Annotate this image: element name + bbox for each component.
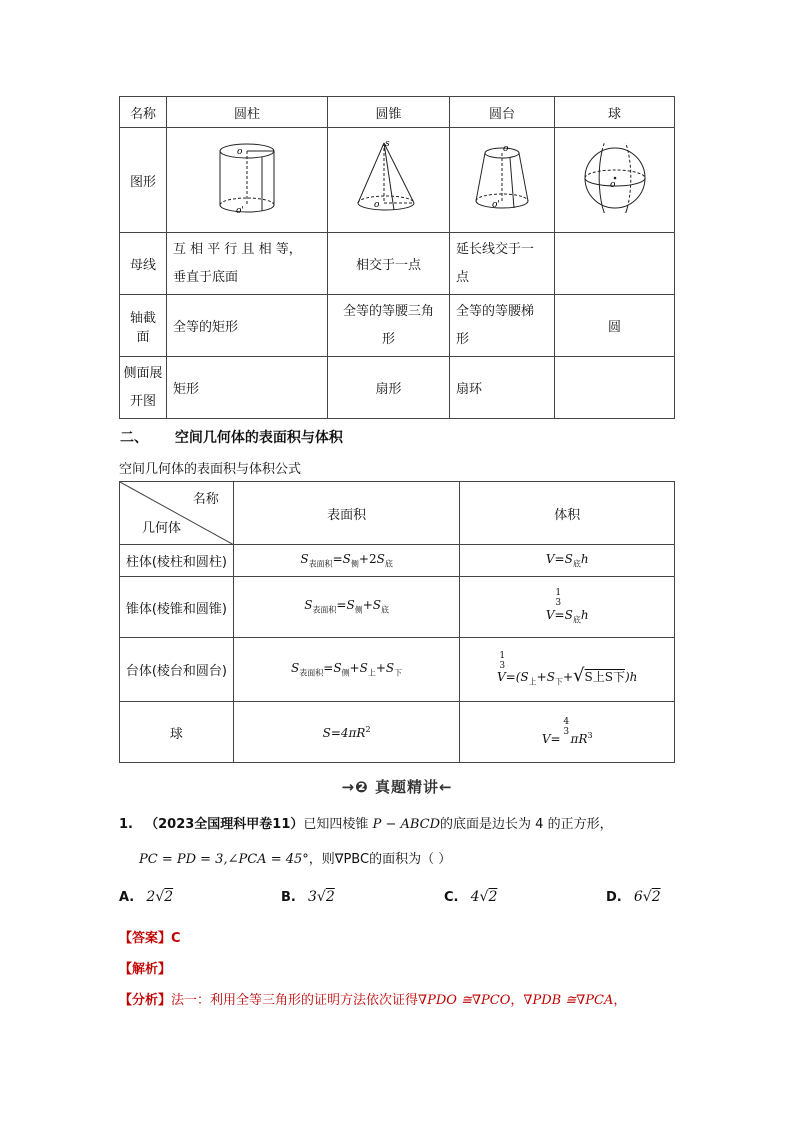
cell-text: 垂直于底面 [173,269,239,285]
header-cell: 球 [555,97,675,128]
cell-text: 扇形 [328,357,450,419]
figure-label: o [609,180,615,190]
cell-text: 全等的等腰梯 [456,303,535,319]
option-value: 4√2 [470,889,498,905]
row-label: 开图 [129,393,156,409]
row-label: 母线 [120,233,167,295]
figure-label: s [384,139,390,149]
corner-cell [120,482,234,545]
cell-text: 互 相 平 行 且 相 等， [173,241,302,257]
frustum-icon [472,139,532,217]
table-row [120,702,675,763]
figure-label: o [503,144,509,154]
fenxi-math: ∇PDB ≅∇PCA [523,993,614,1008]
cell-text: 点 [456,269,470,285]
header-cell: 表面积 [233,482,460,545]
table-row [120,545,675,577]
figure-label: o [373,200,379,210]
row-label: 锥体(棱锥和圆锥) [120,577,234,638]
section-title: 空间几何体的表面积与体积 [174,430,343,446]
cell-text [555,233,675,295]
table-row [120,357,675,419]
cell-text: 全等的矩形 [167,295,328,357]
cone-icon [354,137,424,219]
header-cell: 体积 [460,482,675,545]
question-text: 的底面是边长为 4 的正方形， [440,817,613,832]
cell-text: 形 [456,331,470,347]
cell-text: 形 [381,331,395,347]
answer-line [119,927,181,946]
table-row [120,128,675,233]
answer-value: C [171,931,181,946]
header-cell: 圆台 [450,97,555,128]
fenxi-line: 【分析】法一：利用全等三角形的证明方法依次证得∇PDO ≅∇PCO，∇PDB ≅∇PCA， [119,993,627,1008]
volume-formula: 1 3 $V=(S_上+S_下+√S$上S下)h [460,638,675,702]
table-row [120,97,675,128]
question-text: ，则∇PBC的面积为（ ） [308,852,452,867]
analysis-label: 【解析】 [119,962,172,977]
surface-formula: $S_{表面积}=S_侧+S_上+S_下$ [233,638,460,702]
fenxi-math: ∇PDO ≅∇PCO [418,993,511,1008]
question-math: P − ABCD [372,817,441,832]
option-letter: B. [281,890,296,905]
header-cell: 圆锥 [328,97,450,128]
volume-formula: 4 3 $V= \pi R^3$ [460,702,675,763]
row-label: 台体(棱台和圆台) [120,638,234,702]
cylinder-icon [212,139,282,217]
section-number: 二、 [120,430,148,446]
figure-label: o' [492,200,500,210]
option-value: 3√2 [308,889,335,905]
formula-table [119,481,675,763]
section-banner: →❷ 真题精讲← [341,778,453,796]
option-value: 6√2 [633,889,661,905]
table-row [120,482,675,545]
option-value: 2√2 [146,889,174,905]
question-text: 已知四棱锥 [303,817,369,832]
option-d[interactable] [606,889,661,905]
section-heading [120,427,343,447]
cell-text: 矩形 [167,357,328,419]
corner-bottom-label: 几何体 [142,521,182,536]
row-label: 球 [120,702,234,763]
cell-text: 全等的等腰三角 [342,303,434,319]
header-cell: 名称 [120,97,167,128]
header-cell: 圆柱 [167,97,328,128]
table-row [120,638,675,702]
sphere-icon [580,143,650,213]
cell-text [555,357,675,419]
cell-text: 延长线交于一 [456,241,535,257]
section-subtitle: 空间几何体的表面积与体积公式 [119,462,302,477]
volume-formula: $V=S_底h$ [460,545,675,577]
table-row [120,295,675,357]
option-letter: A. [119,890,135,905]
question-line-1 [119,813,613,832]
cell-text: 相交于一点 [328,233,450,295]
table-row [120,577,675,638]
answer-label: 【答案】 [119,931,172,946]
question-math: PC = PD = 3,∠PCA = 45° [139,852,309,867]
question-line-2 [139,848,451,867]
volume-formula: 1 3 $V=S_底h$ [460,577,675,638]
figure-label: o' [236,206,244,216]
fenxi-text: 法一：利用全等三角形的证明方法依次证得 [171,993,419,1008]
cell-text: 圆 [555,295,675,357]
surface-formula: $S_{表面积}=S_侧+S_底$ [233,577,460,638]
question-source: （2023全国理科甲卷11） [145,817,304,832]
row-label: 柱体(棱柱和圆柱) [120,545,234,577]
row-label: 图形 [120,128,167,233]
table-row [120,233,675,295]
question-number: 1. [119,817,133,832]
option-letter: D. [606,890,622,905]
option-a[interactable] [119,889,173,905]
option-b[interactable] [281,889,335,905]
surface-formula: $S_{表面积}=S_侧+2S_底$ [233,545,460,577]
solids-comparison-table [119,96,675,419]
row-label: 轴截面 [120,295,167,357]
figure-label: o [237,147,243,157]
cell-text: 扇环 [450,357,555,419]
row-label: 侧面展 [123,365,163,381]
fenxi-label: 【分析】 [119,993,172,1008]
surface-formula: $S=4\pi R^2$ [233,702,460,763]
option-c[interactable] [444,889,497,905]
option-letter: C. [444,890,459,905]
corner-top-label: 名称 [192,492,219,507]
